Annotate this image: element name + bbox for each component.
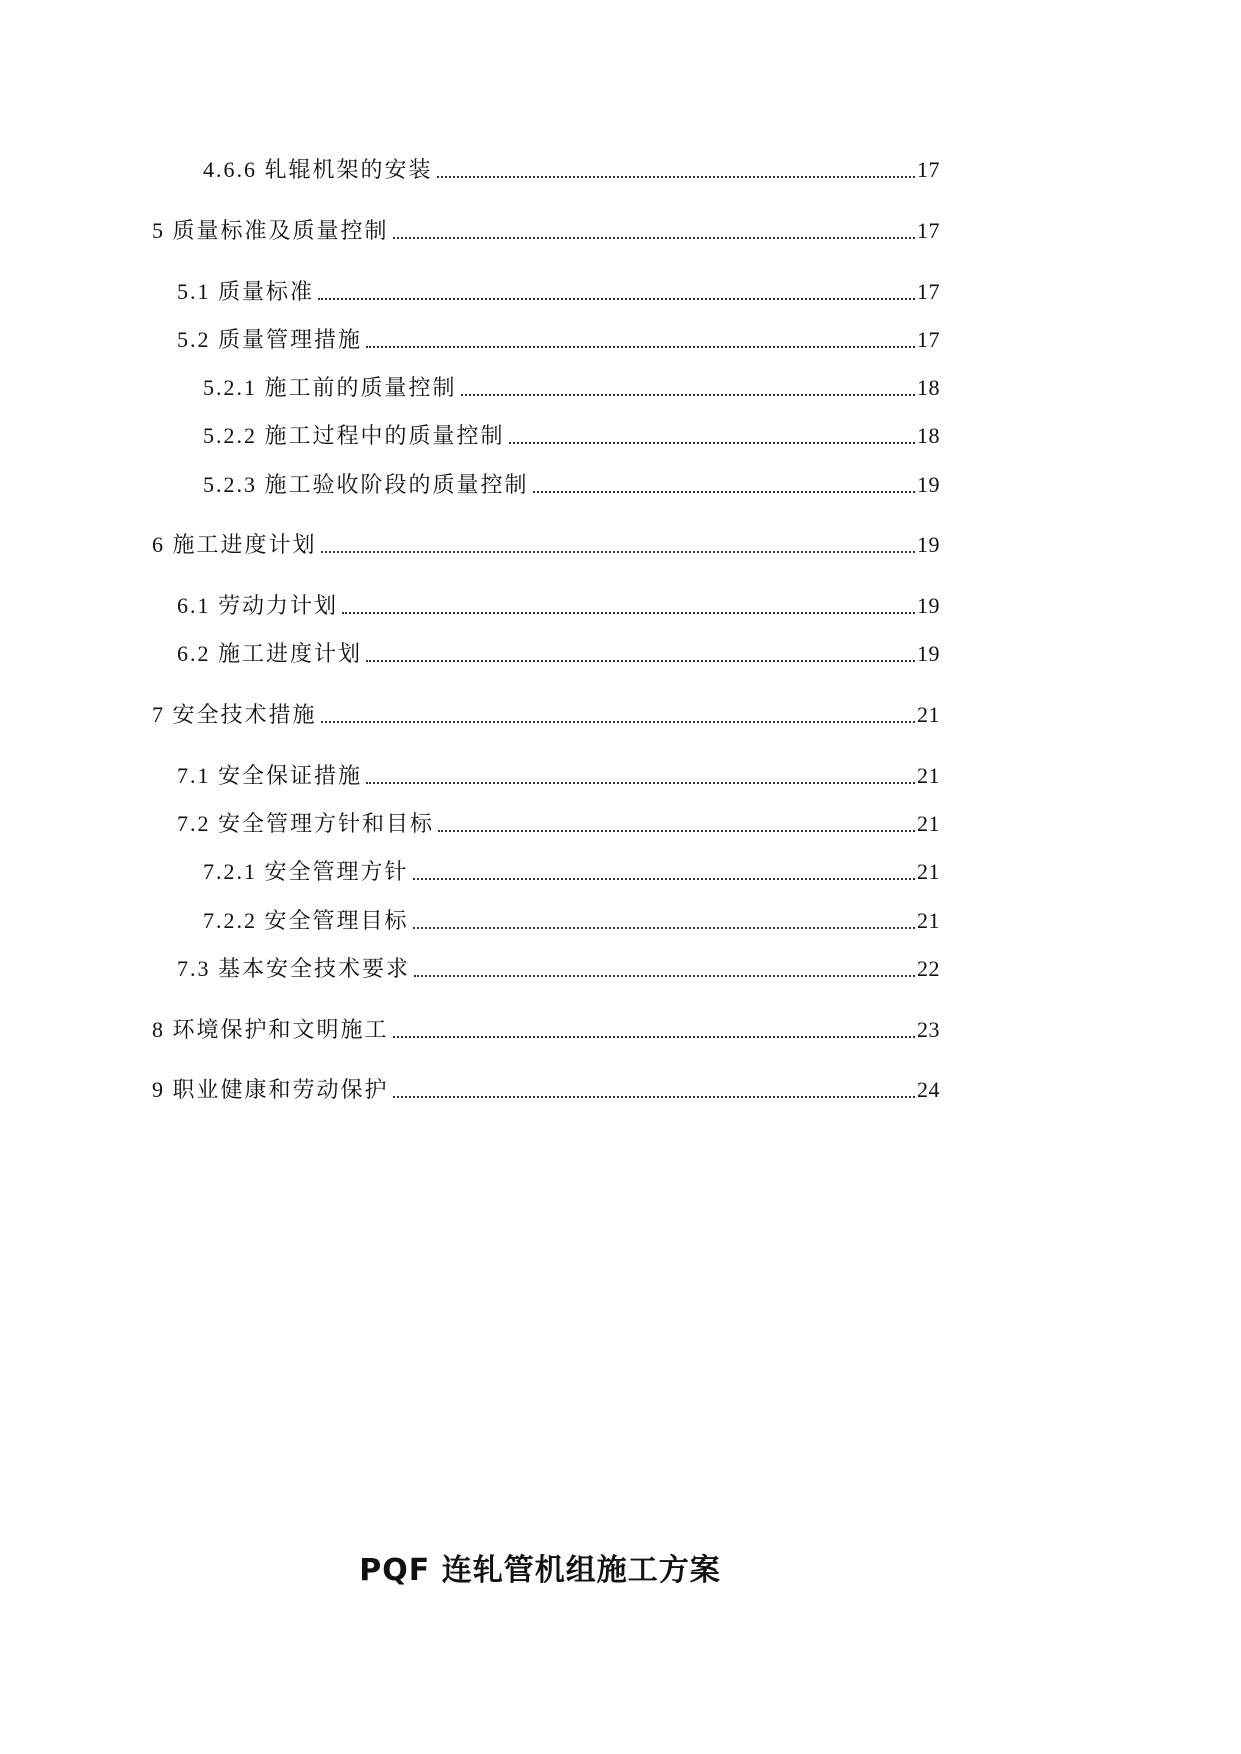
toc-leader-dots <box>318 298 915 300</box>
toc-leader-dots <box>533 491 915 493</box>
toc-entry[interactable] <box>152 1075 940 1105</box>
toc-entry-label: 6.2 施工进度计划 <box>177 641 363 666</box>
toc-entry-label: 5 质量标准及质量控制 <box>152 218 389 243</box>
toc-leader-dots <box>321 551 915 553</box>
toc-entry[interactable] <box>203 470 940 500</box>
toc-entry[interactable] <box>152 530 940 560</box>
toc-entry-page: 23 <box>917 1017 940 1042</box>
toc-leader-dots <box>342 612 915 614</box>
toc-entry[interactable] <box>203 857 940 887</box>
toc-entry-page: 19 <box>917 532 940 557</box>
toc-leader-dots <box>414 975 915 977</box>
toc-entry-label: 5.2.1 施工前的质量控制 <box>203 375 457 400</box>
toc-leader-dots <box>438 830 915 832</box>
toc-entry-label: 5.2.3 施工验收阶段的质量控制 <box>203 472 529 497</box>
toc-leader-dots <box>393 237 915 239</box>
toc-entry[interactable] <box>177 325 940 355</box>
toc-entry-page: 21 <box>917 702 940 727</box>
toc-entry-label: 6 施工进度计划 <box>152 532 317 557</box>
toc-entry-page: 18 <box>917 423 940 448</box>
toc-entry-page: 21 <box>917 811 940 836</box>
toc-entry-label: 7.1 安全保证措施 <box>177 763 363 788</box>
toc-entry-page: 21 <box>917 908 940 933</box>
toc-entry-page: 18 <box>917 375 940 400</box>
toc-entry[interactable] <box>177 761 940 791</box>
toc-leader-dots <box>509 442 915 444</box>
toc-entry-page: 21 <box>917 763 940 788</box>
document-title: PQF 连轧管机组施工方案 <box>359 1553 721 1588</box>
toc-entry[interactable] <box>177 954 940 984</box>
toc-leader-dots <box>393 1096 915 1098</box>
toc-entry[interactable] <box>203 906 940 936</box>
toc-entry[interactable] <box>152 216 940 246</box>
toc-entry-page: 17 <box>917 327 940 352</box>
toc-entry-page: 17 <box>917 157 940 182</box>
toc-entry-page: 21 <box>917 859 940 884</box>
toc-entry-label: 7 安全技术措施 <box>152 702 317 727</box>
toc-entry-page: 19 <box>917 641 940 666</box>
toc-entry-label: 7.3 基本安全技术要求 <box>177 956 411 981</box>
toc-entry[interactable] <box>177 277 940 307</box>
toc-entry-label: 8 环境保护和文明施工 <box>152 1017 389 1042</box>
toc-entry-label: 5.1 质量标准 <box>177 279 315 304</box>
toc-entry[interactable] <box>177 591 940 621</box>
toc-entry-page: 17 <box>917 279 940 304</box>
toc-entry[interactable] <box>203 155 940 185</box>
toc-entry-label: 7.2.2 安全管理目标 <box>203 908 409 933</box>
toc-leader-dots <box>366 782 915 784</box>
toc-entry-page: 22 <box>917 956 940 981</box>
toc-entry-label: 9 职业健康和劳动保护 <box>152 1077 389 1102</box>
toc-entry-label: 5.2.2 施工过程中的质量控制 <box>203 423 505 448</box>
toc-entry-label: 6.1 劳动力计划 <box>177 593 339 618</box>
toc-entry-label: 7.2 安全管理方针和目标 <box>177 811 435 836</box>
toc-entry[interactable] <box>203 373 940 403</box>
toc-leader-dots <box>393 1036 915 1038</box>
toc-leader-dots <box>437 176 915 178</box>
toc-entry-label: 4.6.6 轧辊机架的安装 <box>203 157 433 182</box>
toc-leader-dots <box>366 346 915 348</box>
toc-leader-dots <box>413 878 915 880</box>
toc-leader-dots <box>321 721 915 723</box>
toc-entry-page: 24 <box>917 1077 940 1102</box>
toc-entry-page: 19 <box>917 472 940 497</box>
toc-entry[interactable] <box>177 809 940 839</box>
toc-entry[interactable] <box>152 700 940 730</box>
toc-entry[interactable] <box>203 421 940 451</box>
toc-entry-page: 19 <box>917 593 940 618</box>
toc-entry[interactable] <box>177 639 940 669</box>
toc-leader-dots <box>461 394 915 396</box>
toc-entry-label: 5.2 质量管理措施 <box>177 327 363 352</box>
toc-leader-dots <box>413 927 915 929</box>
toc-entry-label: 7.2.1 安全管理方针 <box>203 859 409 884</box>
toc-entry-page: 17 <box>917 218 940 243</box>
toc-entry[interactable] <box>152 1015 940 1045</box>
toc-leader-dots <box>366 660 915 662</box>
